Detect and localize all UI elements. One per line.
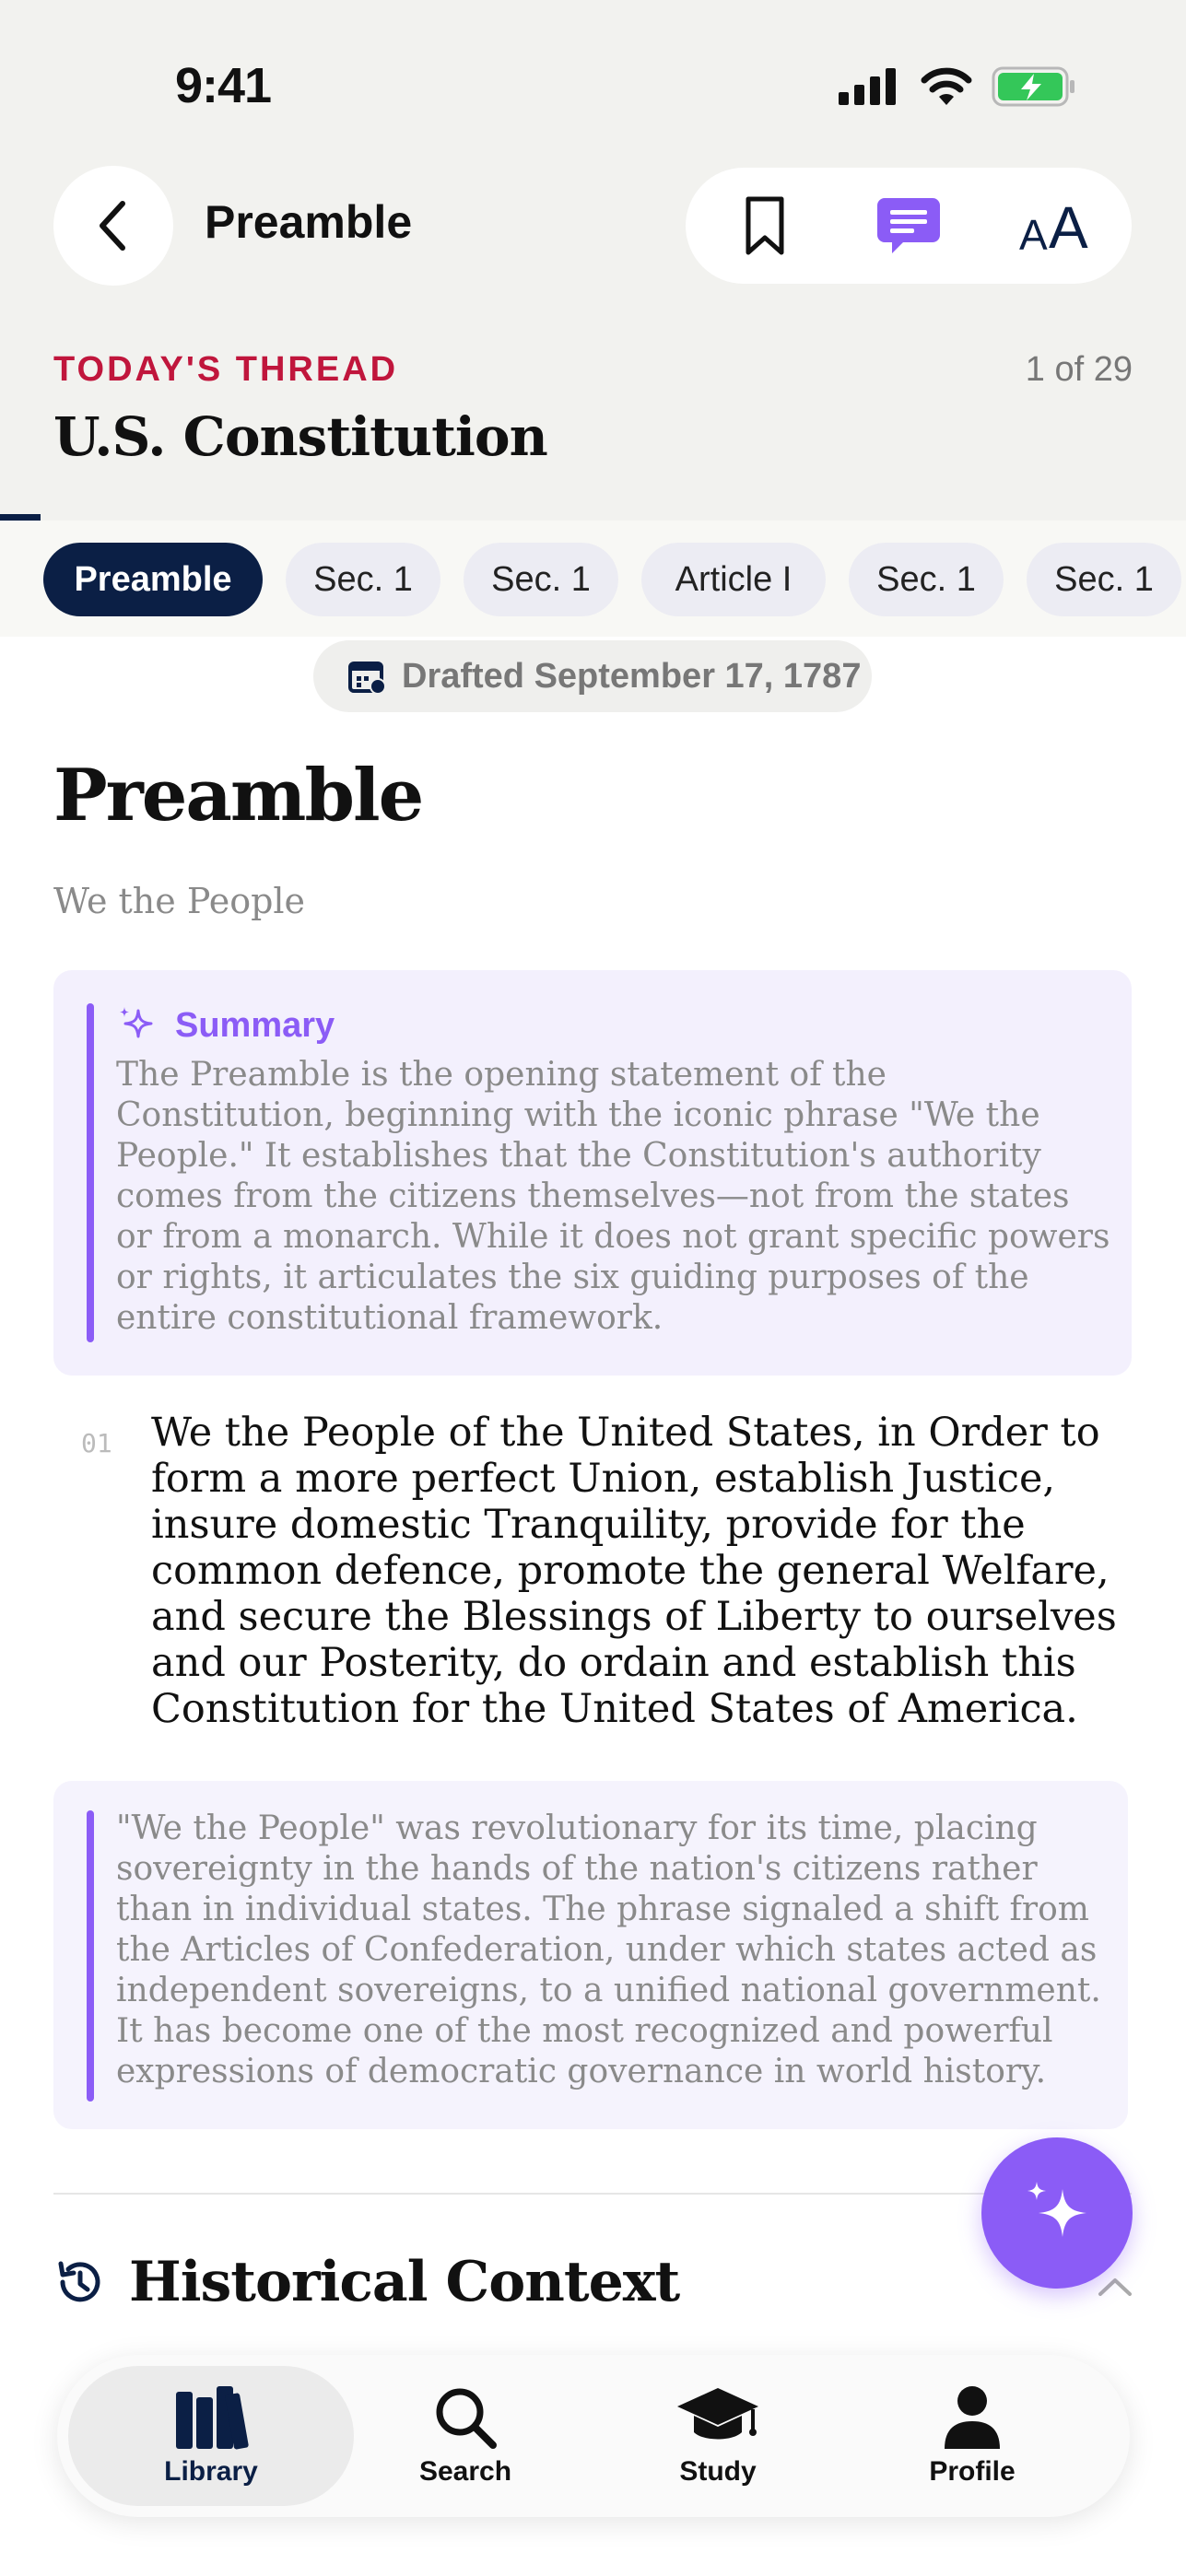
bookmark-button[interactable]: [710, 168, 820, 284]
person-icon: [943, 2384, 1002, 2451]
graduation-cap-icon: [675, 2384, 760, 2451]
commentary-card: [53, 1781, 1128, 2129]
toolbar: [686, 168, 1132, 284]
status-time: 9:41: [175, 58, 272, 113]
chevron-left-icon: [95, 200, 132, 252]
chip-sec-1[interactable]: Sec. 1: [286, 543, 440, 616]
summary-accent-bar: [87, 1003, 94, 1342]
chip-article-i[interactable]: Article I: [641, 543, 826, 616]
history-icon: [53, 2256, 105, 2308]
thread-label: TODAY'S THREAD: [53, 350, 399, 389]
tab-study[interactable]: [575, 2366, 861, 2506]
thread-progress-bar: [0, 514, 1186, 521]
thread-progress-fill: [0, 514, 41, 521]
status-icons: [839, 63, 1078, 111]
tab-label: Profile: [929, 2456, 1016, 2487]
tab-label: Library: [164, 2456, 258, 2487]
summary-text: The Preamble is the opening statement of the Constitution, beginning with the iconic phrase "We the People." It establishes that the Constitution's authority comes from the citizens themselves—not from the states or from a monarch. While it does not grant specific powers or rights, it articulates the six guiding purposes of the entire constitutional framework.: [116, 1056, 1110, 1337]
calendar-icon: [348, 658, 387, 695]
svg-text:A: A: [1019, 211, 1048, 253]
chevron-up-icon[interactable]: [1097, 2276, 1133, 2298]
commentary-text: "We the People" was revolutionary for its time, placing sovereignty in the hands of the nation's citizens rather than in individual states. The phrase signaled a shift from the Articles of Confederation, under which states acted as independent sovereigns, to a unified national government. It has become one of the most recognized and powerful expressions of democratic governance in world history.: [116, 1809, 1101, 2090]
tab-library[interactable]: [68, 2366, 354, 2506]
notes-button[interactable]: [853, 168, 964, 284]
chip-preamble[interactable]: Preamble: [43, 543, 263, 616]
summary-label: Summary: [175, 1005, 335, 1045]
summary-header: [116, 1005, 335, 1046]
commentary-accent-bar: [87, 1810, 94, 2102]
verse-number: 01: [81, 1428, 112, 1458]
thread-count: 1 of 29: [1025, 350, 1133, 389]
ai-assistant-button[interactable]: [981, 2137, 1133, 2289]
library-icon: [172, 2384, 250, 2451]
cellular-signal-icon: [839, 68, 899, 105]
text-size-icon: [1017, 198, 1091, 253]
text-size-button[interactable]: [999, 168, 1110, 284]
wifi-icon: [920, 66, 973, 105]
svg-text:A: A: [1049, 198, 1088, 253]
drafted-badge: [313, 640, 872, 712]
chip-sec-1[interactable]: Sec. 1: [464, 543, 618, 616]
section-chips: [0, 521, 1186, 637]
tab-search[interactable]: [323, 2366, 608, 2506]
back-button[interactable]: [53, 166, 173, 286]
tab-label: Search: [418, 2456, 512, 2487]
header-title: Preamble: [205, 196, 413, 248]
summary-card: [53, 970, 1132, 1376]
search-icon: [432, 2384, 499, 2451]
divider: [53, 2193, 1132, 2195]
page-subtitle: We the People: [53, 881, 306, 921]
tab-label: Study: [679, 2456, 757, 2487]
sparkle-icon: [1020, 2176, 1094, 2250]
page-title: Preamble: [53, 754, 423, 837]
section-title: Historical Context: [129, 2250, 680, 2314]
chip-sec-1[interactable]: Sec. 1: [1027, 543, 1181, 616]
drafted-date: Drafted September 17, 1787: [402, 656, 862, 696]
tab-profile[interactable]: [829, 2366, 1115, 2506]
chat-bubble-icon: [875, 196, 942, 255]
battery-charging-icon: [992, 64, 1076, 109]
bookmark-icon: [745, 195, 785, 256]
tab-bar: [57, 2355, 1130, 2517]
verse-text[interactable]: We the People of the United States, in Order to form a more perfect Union, establish Justice, insure domestic Tranquility, provide for the common defence, promote the general Welfare, and secure the Blessings of Liberty to ourselves and our Posterity, do ordain and establish this Constitution for the United States of America.: [151, 1410, 1117, 1732]
sparkle-icon: [116, 1005, 157, 1046]
chip-sec-1[interactable]: Sec. 1: [849, 543, 1004, 616]
historical-context-header[interactable]: [53, 2250, 679, 2314]
thread-title: U.S. Constitution: [53, 405, 547, 468]
